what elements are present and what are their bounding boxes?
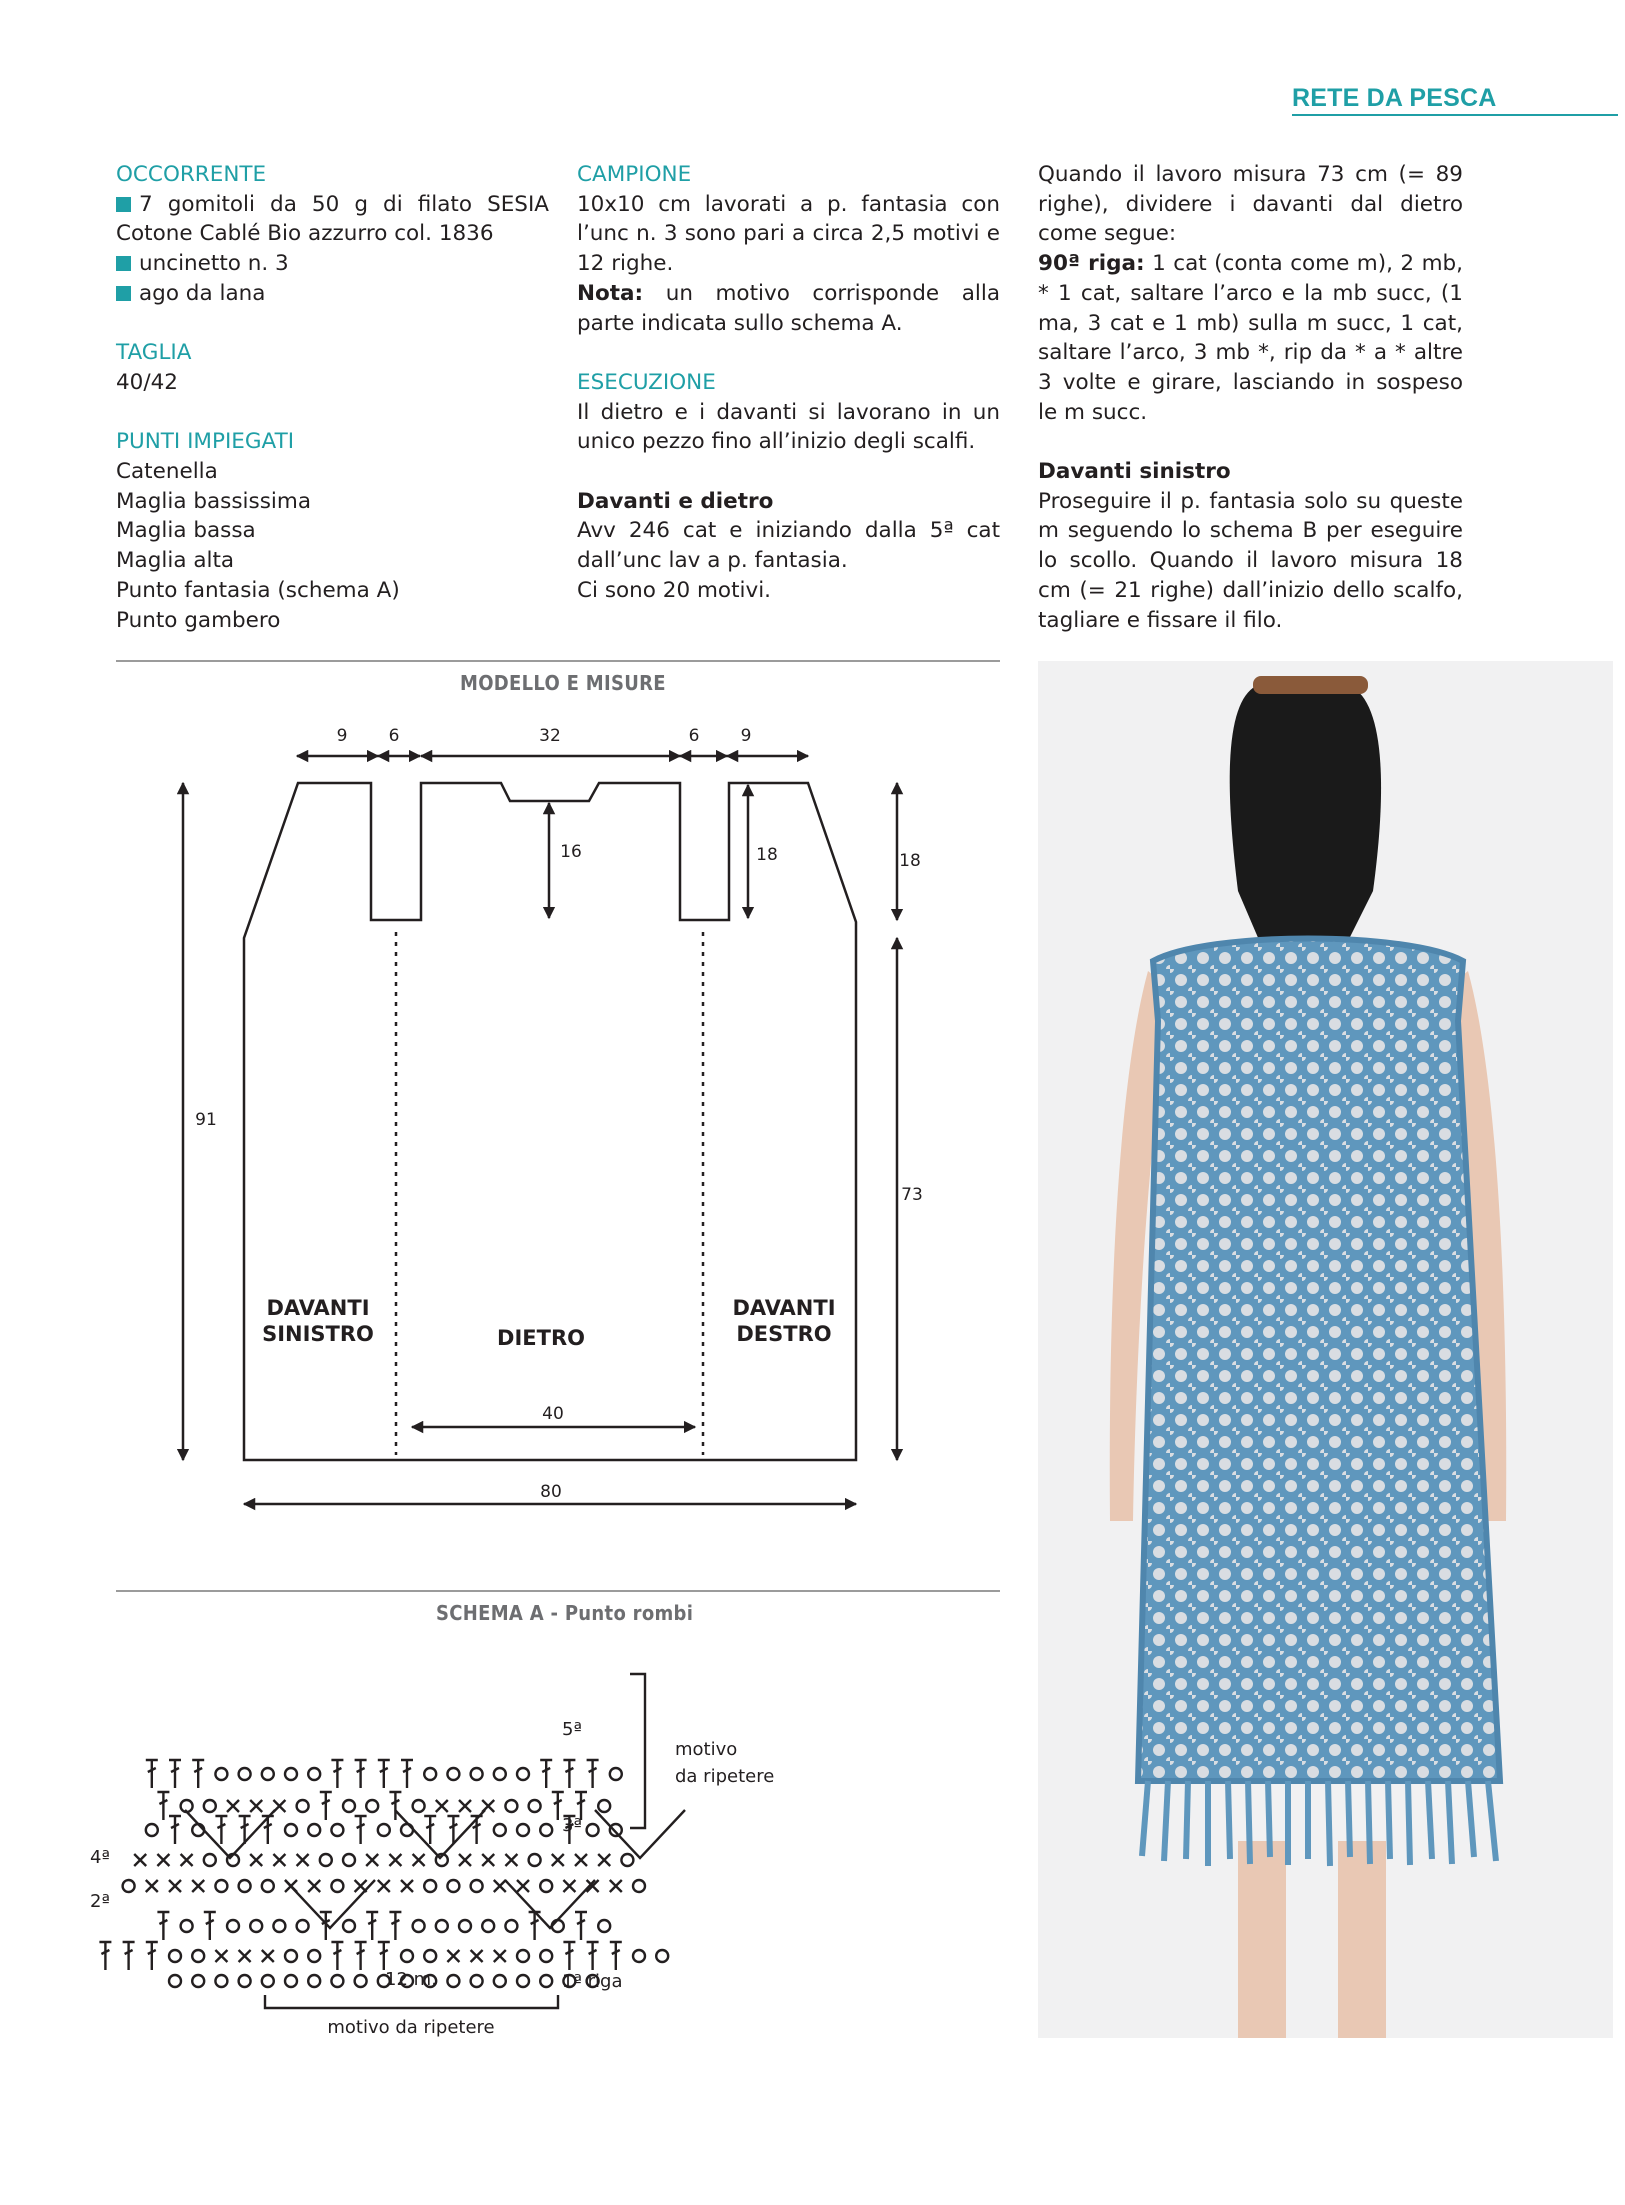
double-crochet-symbol — [378, 1760, 390, 1788]
chain-symbol — [181, 1920, 193, 1932]
chain-symbol — [192, 1975, 204, 1987]
fringe — [1142, 1781, 1496, 1866]
chain-symbol — [540, 1880, 552, 1892]
double-crochet-symbol — [157, 1912, 169, 1940]
repeat-stitches-bracket — [265, 1995, 558, 2008]
chain-symbol — [146, 1824, 158, 1836]
chart-top-rule — [116, 1590, 1000, 1592]
punti-item: Catenella — [116, 459, 218, 484]
chain-symbol — [424, 1950, 436, 1962]
chain-symbol — [656, 1950, 668, 1962]
chain-symbol — [459, 1920, 471, 1932]
occorrente-item: ago da lana — [116, 279, 549, 309]
single-crochet-symbol — [146, 1880, 158, 1892]
measure-label: 91 — [195, 1110, 217, 1130]
single-crochet-symbol — [494, 1950, 506, 1962]
garment-schematic — [0, 0, 1020, 1560]
chain-symbol — [331, 1824, 343, 1836]
chain-symbol — [343, 1800, 355, 1812]
single-crochet-symbol — [563, 1880, 575, 1892]
repeat-label: motivo da ripetere — [327, 2017, 495, 2038]
campione-text: 10x10 cm lavorati a p. fantasia con l’unc n. 3 sono pari a circa 2,5 motivi e 12 righe. — [577, 191, 1000, 277]
chain-symbol — [215, 1880, 227, 1892]
riga-paragraph: 90ª riga: 1 cat (conta come m), 2 mb, * 1 cat, saltare l’arco e la mb succ, (1 ma, 3 cat e 1 mb) sulla m succ, 1 cat, saltare l’arco, 3 mb *, rip da * a * altre 3 volte e girare, lasciando in sospeso le m succ. — [1038, 251, 1463, 425]
double-crochet-symbol — [146, 1942, 158, 1970]
double-crochet-symbol — [401, 1760, 413, 1788]
single-crochet-symbol — [413, 1854, 425, 1866]
single-crochet-symbol — [215, 1950, 227, 1962]
single-crochet-symbol — [471, 1950, 483, 1962]
double-crochet-symbol — [169, 1760, 181, 1788]
chain-symbol — [424, 1880, 436, 1892]
fold-lines — [396, 932, 703, 1455]
double-crochet-symbol — [355, 1942, 367, 1970]
double-crochet-symbol — [355, 1760, 367, 1788]
double-crochet-symbol — [192, 1760, 204, 1788]
repeat-rows-label: motivo — [675, 1739, 738, 1760]
measure-arrows — [183, 756, 897, 1504]
measure-label: 9 — [336, 726, 348, 746]
double-crochet-symbol — [169, 1816, 181, 1844]
chain-symbol — [540, 1824, 552, 1836]
chain-symbol — [331, 1975, 343, 1987]
chain-symbol — [424, 1768, 436, 1780]
occorrente-item: uncinetto n. 3 — [116, 249, 549, 279]
chain-symbol — [633, 1880, 645, 1892]
single-crochet-symbol — [552, 1854, 564, 1866]
single-crochet-symbol — [308, 1880, 320, 1892]
double-crochet-symbol — [540, 1760, 552, 1788]
single-crochet-symbol — [297, 1854, 309, 1866]
occorrente-heading: OCCORRENTE — [116, 162, 267, 187]
chain-symbol — [517, 1824, 529, 1836]
esecuzione-heading: ESECUZIONE — [577, 369, 716, 395]
double-crochet-symbol — [204, 1912, 216, 1940]
chain-symbol — [529, 1800, 541, 1812]
double-crochet-symbol — [389, 1912, 401, 1940]
measure-label: 9 — [740, 726, 752, 746]
chain-symbol — [447, 1880, 459, 1892]
model-photo-illustration — [1038, 661, 1613, 2038]
chain-symbol — [540, 1950, 552, 1962]
chain-symbol — [447, 1768, 459, 1780]
double-crochet-symbol — [563, 1942, 575, 1970]
chain-symbol — [401, 1950, 413, 1962]
chain-symbol — [505, 1800, 517, 1812]
double-crochet-symbol — [587, 1942, 599, 1970]
stitch-chart — [90, 1660, 1000, 2040]
davanti-dietro-heading: Davanti e dietro — [577, 488, 774, 514]
single-crochet-symbol — [389, 1854, 401, 1866]
single-crochet-symbol — [169, 1880, 181, 1892]
occorrente-item: 7 gomitoli da 50 g di filato SESIA Cotone Cablé Bio azzurro col. 1836 — [116, 191, 549, 247]
single-crochet-symbol — [459, 1854, 471, 1866]
chain-symbol — [471, 1975, 483, 1987]
chain-symbol — [494, 1768, 506, 1780]
chain-symbol — [517, 1950, 529, 1962]
chain-symbol — [169, 1975, 181, 1987]
chain-symbol — [471, 1768, 483, 1780]
piece-label-line: SINISTRO — [262, 1322, 374, 1346]
davanti-sinistro-text: Proseguire il p. fantasia solo su queste m seguendo lo schema B per eseguire lo scollo. Quando il lavoro misura 18 cm (= 21 righe) dall’inizio dello scalfo, tagliare e fissare il filo. — [1038, 488, 1463, 633]
measure-label: 18 — [899, 851, 921, 871]
model-photo — [1038, 661, 1613, 2038]
chain-symbol — [285, 1824, 297, 1836]
chain-symbol — [308, 1950, 320, 1962]
chain-symbol — [610, 1824, 622, 1836]
v-shell-symbol — [595, 1810, 685, 1858]
single-crochet-symbol — [134, 1854, 146, 1866]
column-instructions — [1038, 160, 1463, 635]
sunglasses — [1253, 676, 1368, 694]
single-crochet-symbol — [366, 1854, 378, 1866]
nota-paragraph: Nota: un motivo corrisponde alla parte indicata sullo schema A. — [577, 280, 1000, 336]
chain-symbol — [343, 1920, 355, 1932]
chain-symbol — [308, 1824, 320, 1836]
piece-label-left — [262, 1296, 374, 1346]
double-crochet-symbol — [262, 1816, 274, 1844]
punti-item: Maglia bassa — [116, 518, 256, 544]
measure-label: 80 — [540, 1482, 562, 1502]
piece-label-center: DIETRO — [497, 1326, 585, 1350]
chain-symbol — [215, 1975, 227, 1987]
punti-item: Maglia alta — [116, 548, 235, 574]
chain-symbol — [285, 1950, 297, 1962]
double-crochet-symbol — [215, 1816, 227, 1844]
measure-label: 6 — [688, 726, 700, 746]
chain-symbol — [482, 1920, 494, 1932]
single-crochet-symbol — [575, 1854, 587, 1866]
chain-symbol — [297, 1800, 309, 1812]
chain-symbol — [331, 1880, 343, 1892]
chain-symbol — [494, 1824, 506, 1836]
chain-symbol — [529, 1854, 541, 1866]
chain-symbol — [273, 1920, 285, 1932]
repeat-rows-bracket — [630, 1674, 645, 1828]
chain-symbol — [587, 1824, 599, 1836]
double-crochet-symbol — [563, 1760, 575, 1788]
schematic-caption: MODELLO E MISURE — [460, 671, 666, 695]
chain-symbol — [505, 1920, 517, 1932]
crochet-dress — [1138, 939, 1500, 1782]
chain-symbol — [227, 1920, 239, 1932]
double-crochet-symbol — [610, 1942, 622, 1970]
chain-symbol — [471, 1880, 483, 1892]
chain-symbol — [239, 1880, 251, 1892]
double-crochet-symbol — [99, 1942, 111, 1970]
measure-label: 40 — [542, 1404, 564, 1424]
double-crochet-symbol — [331, 1942, 343, 1970]
chain-symbol — [285, 1975, 297, 1987]
repeat-stitches-label: 12 m. — [385, 1969, 437, 1990]
chain-symbol — [366, 1800, 378, 1812]
single-crochet-symbol — [192, 1880, 204, 1892]
header-rule — [1292, 114, 1618, 116]
chain-symbol — [540, 1975, 552, 1987]
single-crochet-symbol — [436, 1800, 448, 1812]
single-crochet-symbol — [239, 1950, 251, 1962]
double-crochet-symbol — [424, 1816, 436, 1844]
chain-symbol — [621, 1854, 633, 1866]
double-crochet-symbol — [157, 1792, 169, 1820]
single-crochet-symbol — [447, 1950, 459, 1962]
piece-label-line: DESTRO — [736, 1322, 832, 1346]
chain-symbol — [413, 1920, 425, 1932]
double-crochet-symbol — [331, 1760, 343, 1788]
row-label: 5ª — [562, 1719, 582, 1740]
single-crochet-symbol — [505, 1854, 517, 1866]
single-crochet-symbol — [378, 1880, 390, 1892]
single-crochet-symbol — [250, 1854, 262, 1866]
chain-symbol — [169, 1950, 181, 1962]
double-crochet-symbol — [378, 1942, 390, 1970]
single-crochet-symbol — [517, 1880, 529, 1892]
single-crochet-symbol — [181, 1854, 193, 1866]
double-crochet-symbol — [587, 1760, 599, 1788]
single-crochet-symbol — [494, 1880, 506, 1892]
chain-symbol — [239, 1768, 251, 1780]
row-label: 4ª — [90, 1847, 110, 1868]
double-crochet-symbol — [123, 1942, 135, 1970]
measure-label: 16 — [560, 842, 582, 862]
punti-heading: PUNTI IMPIEGATI — [116, 429, 295, 455]
taglia-value: 40/42 — [116, 369, 178, 395]
davanti-dietro-text: Avv 246 cat e iniziando dalla 5ª cat dall’unc lav a p. fantasia. — [577, 518, 1000, 574]
section-title: RETE DA PESCA — [1292, 84, 1497, 112]
single-crochet-symbol — [482, 1854, 494, 1866]
chain-symbol — [517, 1768, 529, 1780]
chain-symbol — [285, 1768, 297, 1780]
chain-symbol — [297, 1920, 309, 1932]
chain-symbol — [517, 1975, 529, 1987]
piece-label-right — [732, 1296, 835, 1346]
row-label: 3ª — [562, 1815, 582, 1836]
chain-symbol — [320, 1854, 332, 1866]
chain-symbol — [192, 1950, 204, 1962]
double-crochet-symbol — [146, 1760, 158, 1788]
piece-label-line: DAVANTI — [732, 1296, 836, 1320]
davanti-sinistro-heading: Davanti sinistro — [1038, 459, 1231, 485]
single-crochet-symbol — [273, 1854, 285, 1866]
leg-right — [1338, 1841, 1386, 2038]
chain-symbol — [239, 1975, 251, 1987]
chain-symbol — [436, 1920, 448, 1932]
single-crochet-symbol — [262, 1950, 274, 1962]
v-shell-symbol — [185, 1810, 275, 1858]
chart-caption: SCHEMA A - Punto rombi — [436, 1601, 694, 1625]
chain-symbol — [204, 1800, 216, 1812]
motivi-text: Ci sono 20 motivi. — [577, 577, 772, 603]
double-crochet-symbol — [366, 1912, 378, 1940]
single-crochet-symbol — [459, 1800, 471, 1812]
row-label: 2ª — [90, 1891, 110, 1912]
repeat-rows-label: da ripetere — [675, 1766, 775, 1787]
leg-left — [1238, 1841, 1286, 2038]
punti-item: Maglia bassissima — [116, 488, 312, 514]
double-crochet-symbol — [355, 1816, 367, 1844]
measure-label: 18 — [756, 845, 778, 865]
double-crochet-symbol — [320, 1792, 332, 1820]
chain-symbol — [378, 1824, 390, 1836]
single-crochet-symbol — [598, 1854, 610, 1866]
single-crochet-symbol — [401, 1880, 413, 1892]
double-crochet-symbol — [575, 1912, 587, 1940]
chain-symbol — [494, 1975, 506, 1987]
piece-label-line: DAVANTI — [266, 1296, 370, 1320]
chain-symbol — [123, 1880, 135, 1892]
row-label: 1ª riga — [562, 1971, 623, 1992]
chain-symbol — [262, 1768, 274, 1780]
chain-symbol — [633, 1950, 645, 1962]
hair — [1230, 686, 1381, 961]
chain-symbol — [262, 1975, 274, 1987]
single-crochet-symbol — [250, 1800, 262, 1812]
punti-item: Punto gambero — [116, 607, 281, 633]
chain-symbol — [413, 1800, 425, 1812]
chain-symbol — [343, 1854, 355, 1866]
chain-symbol — [204, 1854, 216, 1866]
chain-symbol — [308, 1975, 320, 1987]
chain-symbol — [355, 1975, 367, 1987]
chain-symbol — [308, 1768, 320, 1780]
chain-symbol — [598, 1920, 610, 1932]
chain-symbol — [610, 1768, 622, 1780]
chain-symbol — [447, 1975, 459, 1987]
campione-heading: CAMPIONE — [577, 162, 692, 187]
single-crochet-symbol — [610, 1880, 622, 1892]
intro-text: Quando il lavoro misura 73 cm (= 89 righe), dividere i davanti dal dietro come segue: — [1038, 162, 1463, 247]
double-crochet-symbol — [320, 1912, 332, 1940]
chain-symbol — [552, 1920, 564, 1932]
punti-item: Punto fantasia (schema A) — [116, 577, 400, 603]
double-crochet-symbol — [239, 1816, 251, 1844]
taglia-heading: TAGLIA — [116, 340, 192, 366]
single-crochet-symbol — [227, 1800, 239, 1812]
measure-label: 73 — [901, 1185, 923, 1205]
esecuzione-text: Il dietro e i davanti si lavorano in un unico pezzo fino all’inizio degli scalfi. — [577, 399, 1000, 455]
single-crochet-symbol — [157, 1854, 169, 1866]
chain-symbol — [250, 1920, 262, 1932]
measure-label: 6 — [388, 726, 400, 746]
measure-label: 32 — [539, 726, 561, 746]
chain-symbol — [262, 1880, 274, 1892]
chain-symbol — [215, 1768, 227, 1780]
chain-symbol — [598, 1800, 610, 1812]
